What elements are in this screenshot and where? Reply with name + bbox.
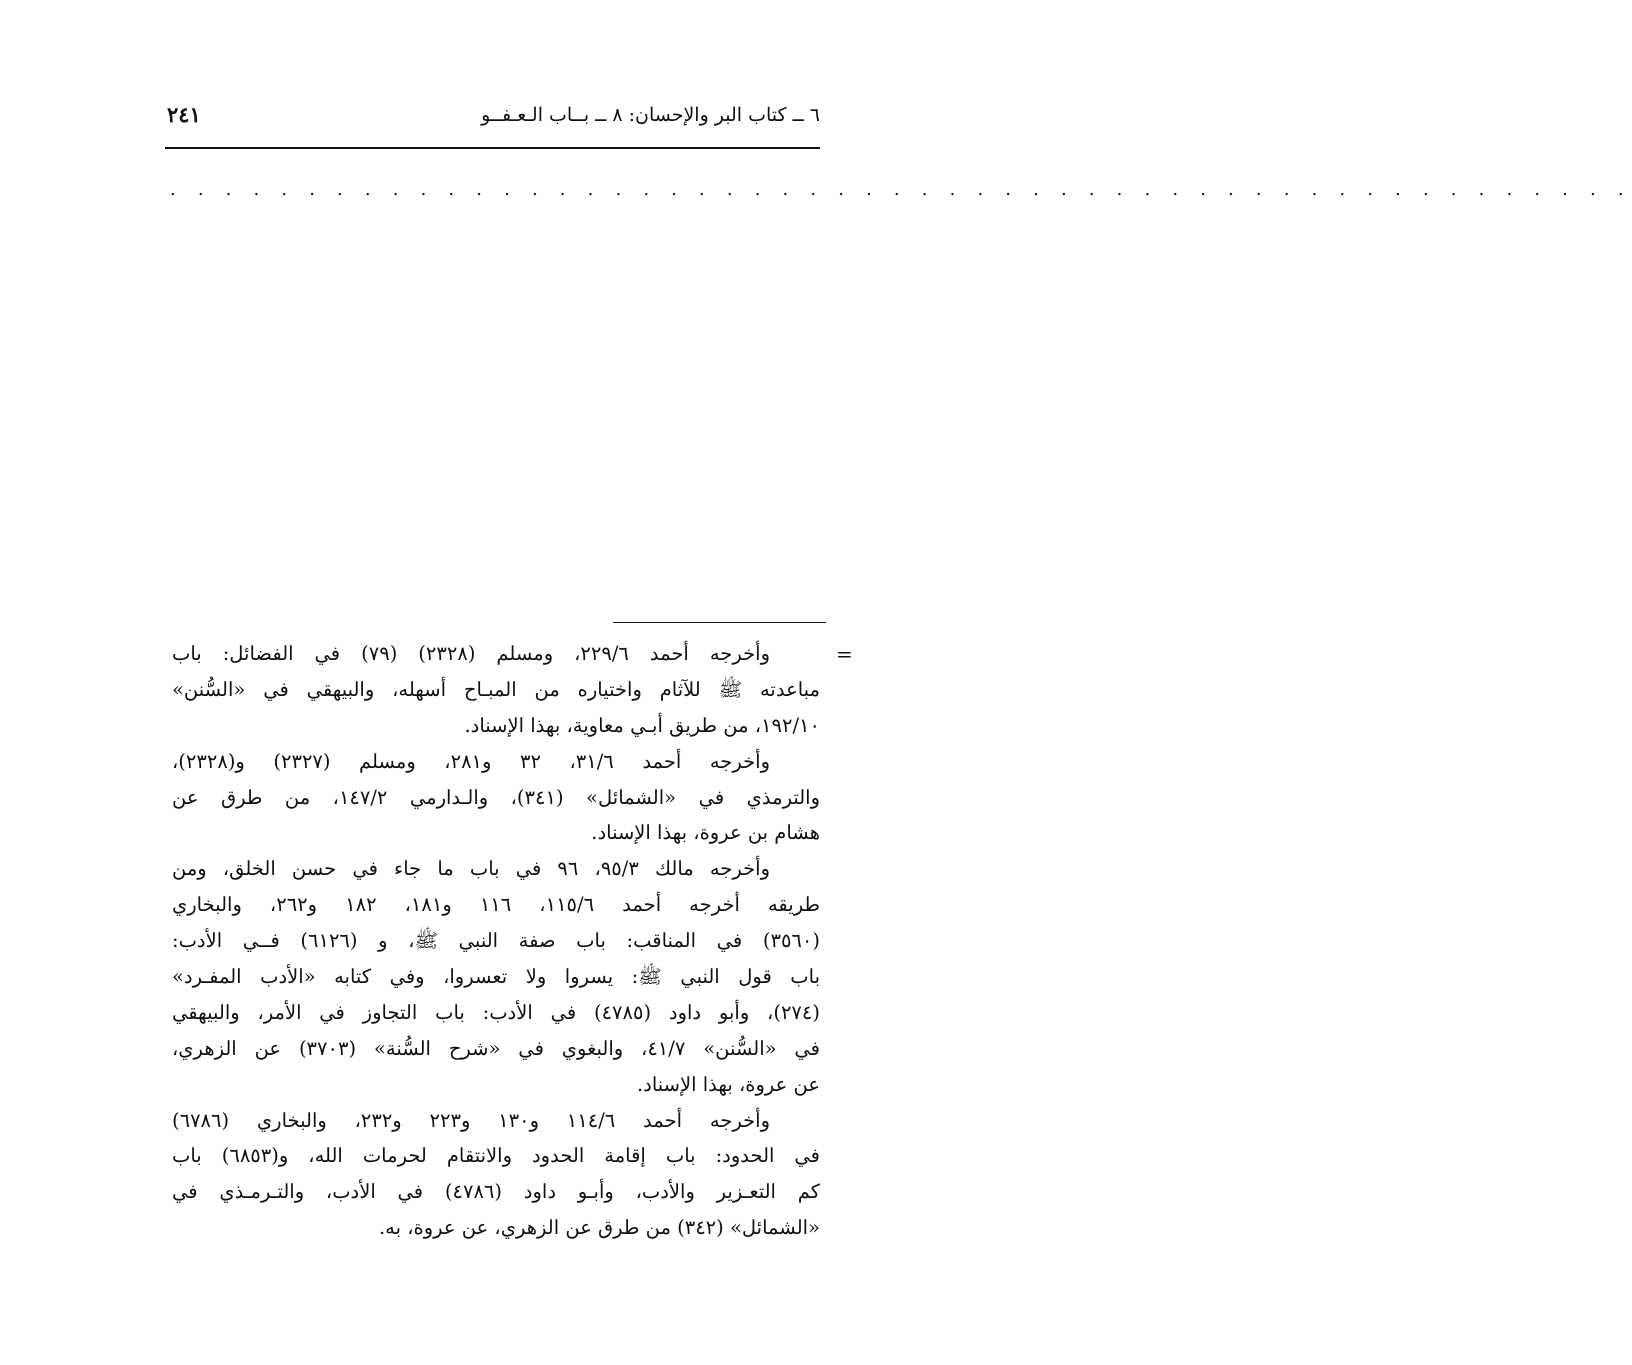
page-header — [165, 96, 820, 140]
footnote-line: في «السُّنن» ٤١/٧، والبغوي في «شرح السُّنة» (٣٧٠٣) عن الزهري، — [172, 1036, 820, 1060]
footnote-line: طريقه أخرجه أحمد ١١٥/٦، ١١٦ و١٨١، ١٨٢ و٢٦٢، والبخاري — [172, 893, 820, 917]
footnote-line: في الحدود: باب إقامة الحدود والانتقام لحرمات الله، و(٦٨٥٣) باب — [172, 1144, 820, 1168]
footnote-paragraph-2 — [172, 744, 820, 852]
footnote-line: كم التعـزير والأدب، وأبـو داود (٤٧٨٦) في الأدب، والتـرمـذي في — [172, 1180, 820, 1204]
header-rule — [165, 147, 820, 149]
footnote-line: «الشمائل» (٣٤٢) من طرق عن الزهري، عن عروة، به. — [378, 1216, 820, 1240]
footnote-line: باب قول النبي ﷺ: يسروا ولا تعسروا، وفي كتابه «الأدب المفـرد» — [172, 965, 820, 989]
footnote-line: والترمذي في «الشمائل» (٣٤١)، والـدارمي ١٤٧/٢، من طرق عن — [172, 785, 820, 809]
footnote-line: هشام بن عروة، بهذا الإسناد. — [591, 821, 820, 845]
footnote-paragraph-4 — [172, 1103, 820, 1247]
footnote-line: وأخرجه أحمد ٣١/٦، ٣٢ و٢٨١، ومسلم (٢٣٢٧) و(٢٣٢٨)، — [172, 749, 770, 773]
continuation-mark: = — [836, 642, 853, 666]
footnote-line: عن عروة، بهذا الإسناد. — [636, 1072, 820, 1096]
footnote-line: ١٩٢/١٠، من طريق أبـي معاوية، بهذا الإسناد. — [464, 713, 820, 737]
footnote-line: (٢٧٤)، وأبو داود (٤٧٨٥) في الأدب: باب التجاوز في الأمر، والبيهقي — [172, 1000, 820, 1024]
footnote-line: (٣٥٦٠) في المناقب: باب صفة النبي ﷺ، و (٦١٢٦) فــي الأدب: — [172, 929, 820, 953]
footnote-line: وأخرجه مالك ٩٥/٣، ٩٦ في باب ما جاء في حسن الخلق، ومن — [172, 857, 770, 881]
footnotes — [172, 636, 820, 1246]
footnote-rule — [613, 622, 826, 623]
footnote-paragraph-1 — [172, 636, 820, 744]
footnote-line: مباعدته ﷺ للآثام واختياره من المبـاح أسهله، والبيهقي في «السُّنن» — [172, 677, 820, 701]
footnote-paragraph-3 — [172, 851, 820, 1102]
footnote-line: وأخرجه أحمد ١١٤/٦ و١٣٠ و٢٢٣ و٢٣٢، والبخاري (٦٧٨٦) — [172, 1108, 770, 1132]
running-head: ٦ ــ كتاب البر والإحسان: ٨ ــ بــاب الـعـفــو — [481, 104, 820, 126]
dotted-separator: . . . . . . . . . . . . . . . . . . . . . . . . . . . . . . . . . . . . . . . . . . . . . . . . . . . . . — [170, 179, 1632, 200]
footnote-line: وأخرجه أحمد ٢٢٩/٦، ومسلم (٢٣٢٨) (٧٩) في الفضائل: باب — [172, 642, 770, 665]
page-number: ٢٤١ — [167, 102, 201, 127]
